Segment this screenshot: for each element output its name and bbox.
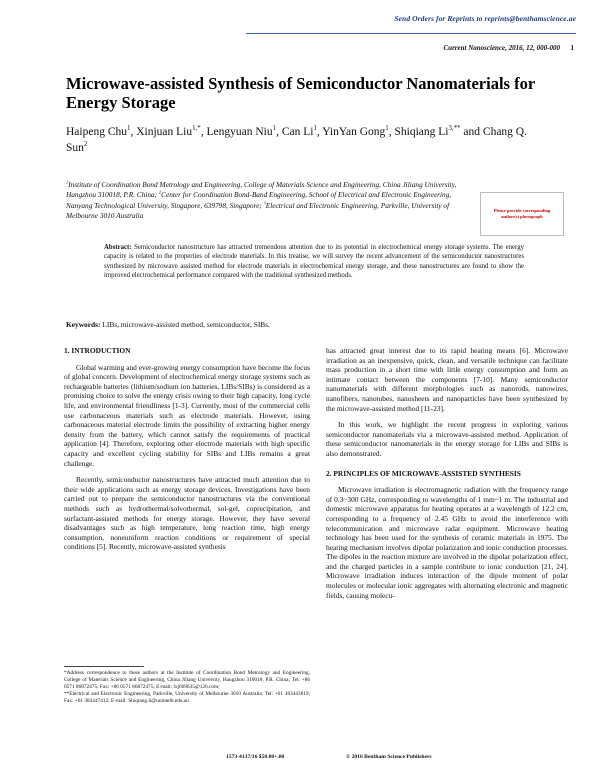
section-heading-principles: 2. PRINCIPLES OF MICROWAVE-ASSISTED SYNTHESIS [326, 468, 521, 478]
paragraph: Recently, semiconductor nanostructures have attracted much attention due to their wide applications such as energy storage devices. Investigations have been carried out to prepare the semiconductor nanostructures via the conventional methods such as hydrothermal/solvothermal, sol-gel, coprecipitation, and surfactant-assisted methods for energy storage. However, they have several disadvantages such as high temperature, long reaction time, high energy consumption, noneuniform reaction conditions or requirement of special conditions [5]. Recently, microwave-assisted synthesis [64, 475, 310, 552]
keywords-label: Keywords: [66, 320, 101, 329]
affiliations [66, 180, 462, 222]
affiliation-2: Center for Coordination Bond-Band Engineering, School of Electrical and Electronic Engineering, Nanyang Technological University, Singapore, 639798, Singapore; [66, 190, 452, 210]
author-name[interactable]: Shiqiang Li [394, 126, 449, 138]
footnotes [64, 670, 310, 705]
author-affil-sup: 1 [127, 125, 131, 133]
reprint-banner: Send Orders for Reprints to reprints@benthamscience.ae [394, 14, 576, 23]
author-affil-sup: 1,* [192, 125, 201, 133]
footnote-rule [64, 666, 144, 667]
author-separator: , [388, 126, 395, 138]
author-affil-sup: 1 [272, 125, 277, 133]
author-name[interactable]: Xinjuan Liu [136, 126, 193, 138]
affiliation-3: Electrical and Electronic Engineering, Parkville, University of Melbourne 3010 Australia [66, 200, 450, 221]
affil-sup: 2 [158, 189, 162, 195]
page-number: 1 [570, 44, 574, 52]
header-rule [246, 33, 576, 34]
author-affil-sup: 1 [313, 125, 317, 133]
author-name[interactable]: Chang Q. Sun [66, 126, 527, 154]
author-affil-sup: 3,** [448, 125, 461, 133]
photo-placeholder-text: Please provide corresponding author(s) photograph [493, 208, 551, 219]
author-separator: , [276, 126, 282, 138]
paragraph: Microwave irradiation is electromagnetic radiation with the frequency range of 0.3~300 GHz, corresponding to wavelengths of 1 mm~1 m. The industrial and domestic microwave apparatus for heating operates at a wavelength of 12.2 cm, corresponding to a frequency of 2.45 GHz to avoid the interference with telecommunication and microwave radar equipment. Microwave heating technology has been used for the synthesis of ceramic materials in 1975. The heating mechanism involves dipolar polarization and ionic conduction processes. The dipoles in the reaction mixture are involved in the dipolar polarization effect, and the charged particles in a sample contribute to ionic conduction [21, 24]. Microwave irradiation induces interaction of the dipole moment of polar molecules or molecular ionic aggregates with alternating electronic and magnetic fields, causing molecu- [326, 485, 568, 600]
right-column [326, 346, 568, 607]
author-separator: , [316, 126, 323, 138]
paragraph: has attracted great interest due to its rapid heating means [6]. Microwave irradiation as an inexpensive, quick, clean, and versatile technique can facilitate mass production in a short time with little energy consumption and form an intimate contact between the components [7-10]. Many semiconductor nanomaterials with different morphologies such as nanorods, nanowires, nanofibers, nanotubes, nanosheets and nanoparticles have been synthesized by the microwave-assisted method [11-23]. [326, 346, 568, 413]
author-name[interactable]: Haipeng Chu [66, 126, 128, 138]
author-and: and [460, 126, 481, 138]
journal-running-head: Current Nanoscience, 2016, 12, 000-000 [443, 44, 560, 52]
issn-price: 1573-4137/16 $58.00+.00 [226, 754, 285, 760]
author-name[interactable]: YinYan Gong [322, 126, 386, 138]
abstract-text: Semiconductor nanostructure has attracted tremendous attention due to its potential in electrochemical energy storage systems. The energy capacity is related to the properties of electrode materials. In this treatise, we will survey the recent advancement of the semiconductor nanostructures synthesized by microwave assisted method for electrode materials in electrochemical energy storage, and these nanostructures are found to show the improved electrochemical performance compared with the traditional synthesized methods. [104, 244, 524, 280]
abstract-label: Abstract: [104, 244, 132, 251]
left-column [64, 346, 310, 559]
copyright: © 2016 Bentham Science Publishers [346, 754, 432, 760]
section-heading-introduction: 1. INTRODUCTION [64, 346, 131, 355]
abstract [104, 243, 524, 281]
footnote-corresponding-1: *Address correspondence to these authors at the Institute of Coordination Bond Metrology and Engineering, College of Materials Science and Engineering, China Jiliang University, Hangzhou 310018, P.R. China; Tel: +86 0571 86872475; Fax: +86 0571 86872475; E-mail: lxj669635@126.com; [64, 670, 310, 690]
author-separator: , [130, 126, 137, 138]
paragraph: In this work, we highlight the recent progress in exploring various semiconductor nanomaterials via a microwave-assisted method. Application of these semiconductor nanomaterials in the energy storage for LIBs and SIBs is also demonstrated. [326, 420, 568, 458]
paragraph: Global warming and ever-growing energy consumption have become the focus of global concern. Development of electrochemical energy storage systems such as rechargeable batteries (lithium/sodium ion batteries, LIBs/SIBs) is considered as a promising choice to solve the energy crisis owing to their high capacity, long cycle life, and environmental friendliness [1-3]. Currently, most of the commercial cells use carbonaceous materials such as electrode materials. However, using carbonaceous material electrode limits the possibility of extracting higher energy density from the battery, which cannot satisfy the requirements of practical application [4]. Therefore, exploring other electrode materials with high specific capacity and excellent cycling stability for SIBs and LIBs remains a great challenge. [64, 362, 310, 468]
affil-sup: 3 [263, 200, 266, 206]
footnote-corresponding-2: **Electrical and Electronic Engineering, Parkville, University of Melbourne 3010 Australia; Tel: +61 383443819; Fax: +61 383447412; E-mail: Shiqiang.li@unimelb.edu.au [64, 691, 310, 704]
author-name[interactable]: Lengyuan Niu [206, 126, 273, 138]
author-photo-placeholder [480, 192, 564, 236]
affil-sup: 1 [66, 179, 69, 185]
keywords-text: LIBs, microwave-assisted method, semiconductor, SIBs. [100, 320, 270, 329]
author-list [66, 124, 536, 156]
author-name[interactable]: Can Li [281, 126, 314, 138]
author-separator: , [200, 126, 207, 138]
keywords [66, 320, 546, 329]
author-affil-sup: 2 [83, 141, 88, 149]
author-affil-sup: 1 [385, 125, 389, 133]
affiliation-1: Institute of Coordination Bond Metrology and Engineering, College of Materials Science and Engineering, China Jiliang University, Hangzhou 310018, P.R. China; [66, 180, 457, 200]
article-title: Microwave-assisted Synthesis of Semiconductor Nanomaterials for Energy Storage [66, 74, 535, 112]
